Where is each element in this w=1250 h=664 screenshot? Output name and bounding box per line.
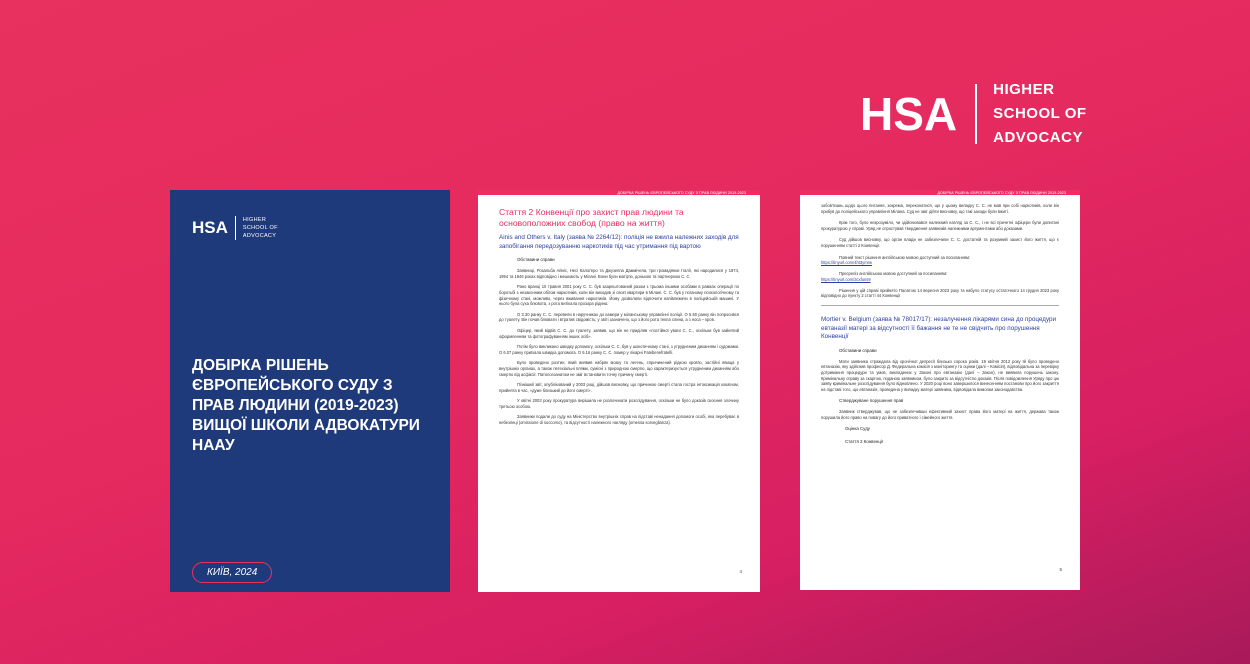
logo-divider (975, 84, 977, 144)
brand-logo (860, 78, 1087, 150)
document-page-4 (478, 190, 760, 592)
link-label: Повний текст рішення англійською мовою доступний за посиланням: (839, 254, 971, 260)
brand-line-1: HIGHER (993, 81, 1055, 98)
subheading: Оцінка Суду (845, 426, 870, 432)
page-header-text: ДОБІРКА РІШЕНЬ ЄВРОПЕЙСЬКОГО СУДУ З ПРАВ ЛЮДИНИ 2019-2023 (617, 191, 746, 195)
paragraph: У квітні 2003 року прокуратура вирішила не розпочинати розслідування, оскільки не було доказів скоєння злочину третьою особою. (499, 398, 739, 409)
paragraph: Було проведено розтин, який виявив набряк мозку та легень, спричинений рідкою кров'ю, застійні явища у внутрішніх органах, а також петехіальні плями, сумісні з природною смертю, що характеризується утрудненим диханням або смертю від асфіксії. Патологоанатом не зміг встановити точну причину смерті. (499, 360, 739, 377)
paragraph: Заявники подали до суду на Міністерство внутрішніх справ на підставі ненадання допомоги особі, яка перебуває в небезпеці (omissione di soccorso), та відсутності належного нагляду (omessa sorveglianza). (499, 414, 739, 426)
brand-name (993, 78, 1086, 150)
case-title: Ainis and Others v. Italy (заява № 2264/12): поліція не вжила належних заходів для запобігання передозуванню наркотиків під час утримання під вартою (499, 234, 739, 250)
paragraph: Рішення у цій справі прийнято Палатою 14 вересня 2023 року та набуло статусу остаточного 14 грудня 2023 року відповідно до пункту 2 статті 44 Конвенції (821, 287, 1059, 299)
brand-mark: HSA (860, 88, 958, 140)
full-text-link[interactable]: https://tinyurl.com/4ht3ymrw (821, 260, 872, 266)
cover-logo-divider (235, 216, 236, 240)
cover-line-2: SCHOOL OF (242, 225, 278, 231)
book-cover (170, 190, 450, 592)
cover-line-1: HIGHER (242, 217, 267, 223)
paragraph: Крім того, було незрозуміло, чи здійснювався належний нагляд за С. С., і не всі причетні офіцери були допитані прокуратурою у справі. Уряд не спростував твердження заявників належними аргументами або доказами. (821, 220, 1059, 231)
paragraph: Рано вранці 10 травня 2001 року С. С. був заарештований разом з трьома іншими особами в рамках операції по боротьбі з незаконним обігом наркотиків, коли він виходив зі своєї квартири в Мілані. С. С. був у поганому психологічному та фізичному стані, можливо, через вживання наркотиків. Йому дозволили відпочити напівлежачи в поліцейській машині. У нього була суха блювота, з рота витікала прозора рідина. (499, 284, 739, 307)
paragraph: Заявник стверджував, що не забезпечивши ефективний захист права його матері на життя, держава також порушила його право на повагу до його приватного і сімейного життя. (821, 409, 1059, 420)
cover-logo (192, 216, 278, 240)
cover-title: ДОБІРКА РІШЕНЬ ЄВРОПЕЙСЬКОГО СУДУ З ПРАВ ЛЮДИНИ (2019-2023) ВИЩОЇ ШКОЛИ АДВОКАТУРИ НААУ (192, 357, 420, 454)
page-number: 4 (739, 569, 742, 574)
paragraph: Потім було викликано швидку допомогу, оскільки С. С. був у шокотичному стані, з утрудненим диханням і судомами. О 6.07 ранку приїхала швидка допомога. О 6.16 ранку С. С. помер у лікарні Fatebenefratelli. (499, 344, 739, 355)
subheading: Стаття 2 Конвенції (845, 439, 884, 445)
paragraph: Заявниці, Розальба Айніс, Несі Калоґеро та Джузеппа Даммічела, три громадянки Італії, які народилися у 1974, 1994 та 1946 роках відповідно і мешкають у Мілані. Вони були матір'ю, донькою та партнеркою С. С. (499, 268, 739, 279)
article-title: Стаття 2 Конвенції про захист прав людини та основоположних свобод (право на життя) (499, 207, 684, 228)
paragraph: Суд дійшов висновку, що орган влади не забезпечили С. С. достатній та розумний захист його життя, що є порушенням статті 2 Конвенції. (821, 237, 1059, 248)
brand-line-2: SCHOOL OF (993, 105, 1087, 122)
city-year-badge: КИЇВ, 2024 (192, 562, 272, 583)
cover-mark: HSA (192, 218, 228, 237)
section-divider (821, 305, 1059, 306)
paragraph: Мати заявника страждала від хронічної депресії близько сорока років. 19 квітня 2012 року їй було проведено евтаназію, яку здійснив професор Д. Федеральна комісія з моніторингу та оцінки (далі – Комісія), відповідальна за перевірку дотримання процедури та умов, викладених у Законі про евтаназію (далі – Закон), не виявила порушень закону. Кримінальну справу за скаргою, поданою заявником, було закрито за відсутністю доказів. Після повідомлення Уряду про цю заяву кримінальне розслідування було відновлено. У 2020 році воно завершилося винесенням постанови про його закриття на підставі того, що евтаназія, проведена у випадку матері заявника, відповідала вимогам законодавства. (821, 358, 1059, 392)
link-label: Пресреліз англійською мовою доступний за посиланням: (839, 271, 948, 277)
paragraph: зобов'язань щодо цього питання, зокрема, переконатися, що у цьому випадку С. С. не мав при собі наркотиків, коли він прибув до поліцейського управління Мілана. Суд не зміг дійти висновку, що такі заходи були вжиті. (821, 203, 1059, 214)
paragraph: Пізніший звіт, опублікований у 2003 році, дійшов висновку, що причиною смерті стала гостра інтоксикація кокаїном, прийнята в час, «дуже близький до його смерті». (499, 382, 739, 393)
case-title: Mortier v. Belgium (заява № 78017/17): незалучення лікарями сина до процедури евтаназії матері за відсутності її бажання не те не свідчить про порушення Конвенції (821, 315, 1057, 341)
cover-brand-name (243, 216, 278, 240)
document-page-5 (800, 190, 1080, 590)
paragraph: О 3.30 ранку С. С. перевели в наручниках до камери у міланському управлінні поліції. О 5.50 ранку він попросився до туалету. Він почав блювати і втратив свідомість; у звіті зазначено, що з його рота текла слина, а з носа – кров. (499, 311, 739, 323)
cover-line-3: ADVOCACY (242, 233, 277, 239)
press-release-link[interactable]: https://tinyurl.com/3cxfuns9 (821, 276, 871, 282)
section-heading: Обставини справи (517, 257, 555, 263)
section-heading: Стверджуване порушення прав (839, 398, 904, 404)
brand-line-3: ADVOCACY (993, 129, 1083, 146)
page-header-text: ДОБІРКА РІШЕНЬ ЄВРОПЕЙСЬКОГО СУДУ З ПРАВ ЛЮДИНИ 2019-2023 (937, 191, 1066, 195)
paragraph: Офіцер, який відвів С. С. до туалету, заявив, що він не приділяв «постійної уваги С. С., оскільки був зайнятий оформленням та фотографуванням інших осіб». (499, 327, 739, 339)
section-heading: Обставини справи (839, 347, 877, 353)
page-number: 5 (1059, 567, 1062, 572)
